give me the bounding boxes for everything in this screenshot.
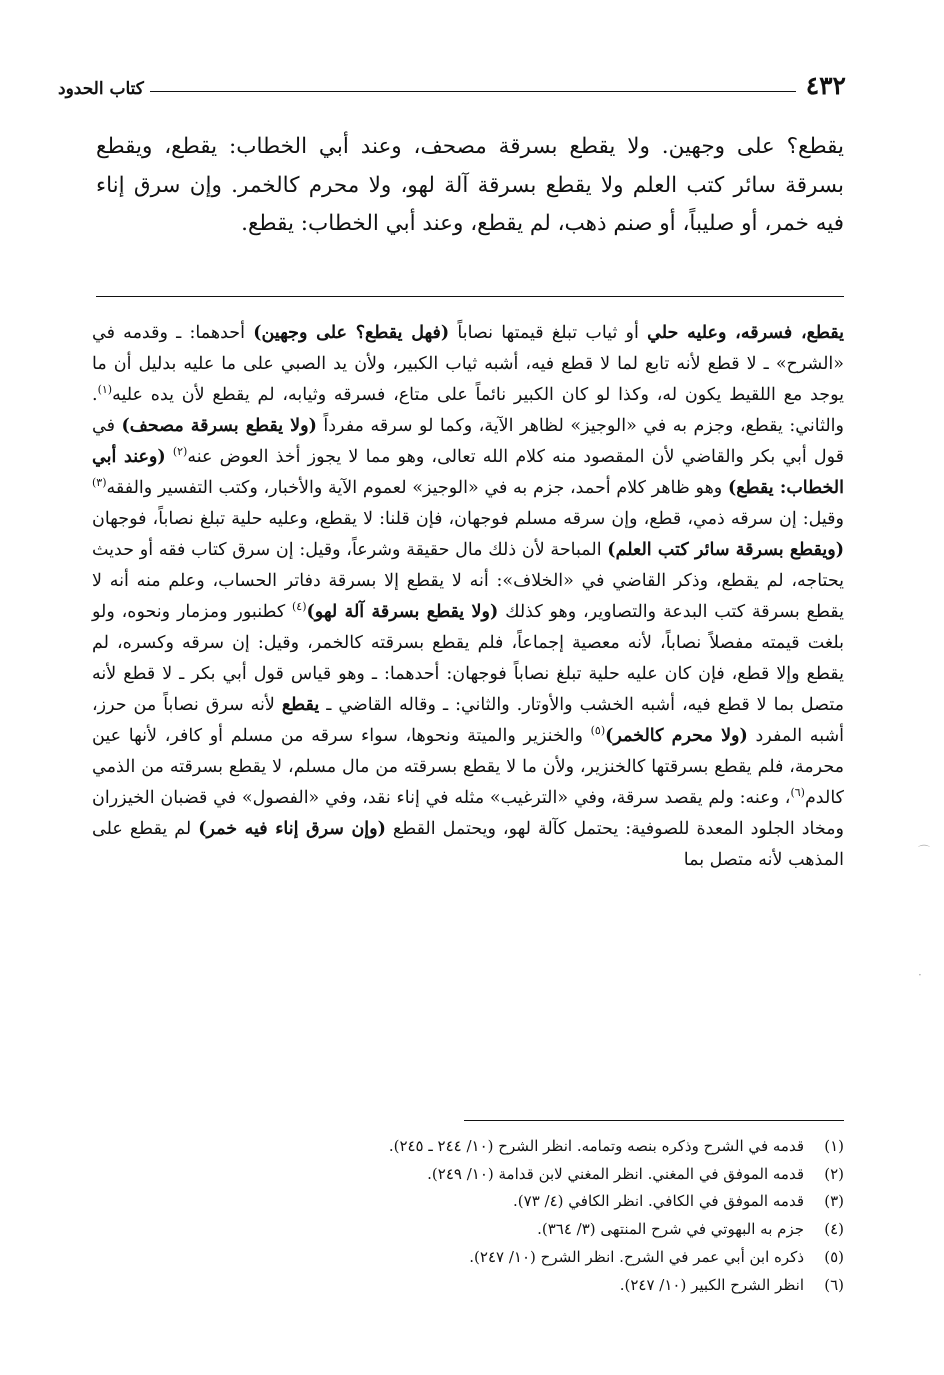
quoted-matn: يقطع، فسرقه، وعليه حلي <box>647 323 845 343</box>
quoted-matn: (ولا يقطع بسرقة آلة لهو) <box>306 602 499 622</box>
quoted-matn: يقطع <box>281 695 320 715</box>
footnote-divider <box>464 1120 844 1121</box>
commentary-text: وهو ظاهر كلام أحمد، جزم به في «الوجيز» لعموم الآية والأخبار، وكتب التفسير والفقه <box>106 478 728 498</box>
footnote-number: (٣) <box>824 1192 844 1211</box>
quoted-matn: (ويقطع بسرقة سائر كتب العلم) <box>607 540 844 560</box>
main-text <box>96 128 844 244</box>
commentary-text: أو ثياب تبلغ قيمتها نصاباً <box>449 323 648 343</box>
commentary-paragraph <box>92 318 844 876</box>
footnote-ref[interactable]: (٦) <box>790 786 805 800</box>
running-header <box>58 58 846 98</box>
commentary-text: المباحة لأن ذلك مال حقيقة وشرعاً، وقيل: إن سرق كتاب فقه أو حديث يحتاجه، لم يقطع، وذكر القاضي في «الخلاف»: أنه لا يقطع إلا بسرقة دفاتر الحساب، وعلم منه أنه لا يقطع بسرقة كتب البدعة والتصاوير، وهو كذلك <box>92 540 844 622</box>
footnote <box>120 1244 844 1272</box>
page-number: ٤٣٢ <box>805 71 846 100</box>
footnote <box>120 1188 844 1216</box>
footnote-text: قدمه في الشرح وذكره بنصه وتمامه. انظر الشرح (١٠/ ٢٤٤ ـ ٢٤٥). <box>388 1137 804 1155</box>
footnote-text: جزم به البهوتي في شرح المنتهى (٣/ ٣٦٤). <box>537 1220 804 1239</box>
commentary-text <box>166 447 173 467</box>
footnote-ref[interactable]: (٤) <box>292 600 307 614</box>
quoted-matn: (وعند أبي الخطاب: يقطع) <box>92 447 844 498</box>
footnote-number: (٤) <box>824 1220 844 1239</box>
commentary-text: لأنه سرق نصاباً من حرز، أشبه المفرد <box>92 695 844 746</box>
footnote-ref[interactable]: (٣) <box>92 476 107 490</box>
quoted-matn: (وإن سرق إناء فيه خمر) <box>198 819 386 839</box>
footnote-ref[interactable]: (٢) <box>172 445 188 459</box>
commentary-text: كطنبور ومزمار ونحوه، ولو بلغت قيمته مفصلاً نصاباً، لأنه معصية إجماعاً، فلم يقطع بسرقته كالخمر، وقيل: إن سرقه وكسره، لم يقطع وإلا قطع، فإن كان عليه حلية تبلغ نصاباً فوجهان: أحدهما: ـ وهو قياس قول أبي بكر ـ لا قطع لأنه متصل بما لا قطع فيه، أشبه الخشب والأوتار. والثاني: ـ وقاله القاضي ـ <box>92 602 845 715</box>
commentary <box>92 318 844 876</box>
footnote <box>120 1133 844 1161</box>
footnote-text: قدمه الموفق في الكافي. انظر الكافي (٤/ ٧٣). <box>513 1192 804 1211</box>
main-text-paragraph: يقطع؟ على وجهين. ولا يقطع بسرقة مصحف، وعند أبي الخطاب: يقطع، ويقطع بسرقة سائر كتب العلم ولا يقطع بسرقة آلة لهو، ولا محرم كالخمر. وإن سرق إناء فيه خمر، أو صليباً، أو صنم ذهب، لم يقطع، وعند أبي الخطاب: يقطع. <box>96 134 844 236</box>
footnote-number: (٢) <box>824 1164 844 1183</box>
commentary-text: ، وعنه: ولم يقصد سرقة، وفي «الترغيب» مثله في إناء نقد، وفي «الفصول» في قضبان الخيزران ومخاد الجلود المعدة للصوفية: يحتمل كآلة لهو، ويحتمل القطع <box>92 788 844 839</box>
commentary-text: . والثاني: يقطع، وجزم به في «الوجيز» لظاهر الآية، وكما لو سرقه مفرداً <box>92 385 844 436</box>
commentary-text: في قول أبي بكر والقاضي لأن المقصود منه كلام الله تعالى، وهو مما لا يجوز أخذ العوض عنه <box>92 416 844 467</box>
commentary-text: أحدهما: ـ وقدمه في «الشرح» ـ لا قطع لأنه تابع لما لا قطع فيه، أشبه ثياب الكبير، ولأن يد الصبي على ما عليه بدليل أن ما يوجد مع اللقيط يكون له، وكذا لو كان الكبير نائماً على متاع، فسرقه وثيابه، لم يقطع لأن يده عليه <box>92 323 844 405</box>
footnotes <box>120 1133 844 1299</box>
text-commentary-divider <box>96 296 844 297</box>
footnote <box>120 1216 844 1244</box>
scan-mark: ⌒ <box>918 844 931 858</box>
footnote-text: قدمه الموفق في المغني. انظر المغني لابن قدامة (١٠/ ٢٤٩). <box>427 1164 804 1183</box>
commentary-text: لم يقطع على المذهب لأنه متصل بما <box>92 819 844 870</box>
footnote-text: انظر الشرح الكبير (١٠/ ٢٤٧). <box>619 1275 804 1294</box>
book-title: كتاب الحدود <box>58 79 144 99</box>
commentary-text: والخنزير والميتة ونحوها، سواء سرقه من مسلم أو كافر، لأنها عين محرمة، فلم يقطع بسرقتها كالخنزير، ولأن ما لا يقطع بسرقته من مال مسلم، لا يقطع بسرقته من الذمي كالدم <box>92 726 844 808</box>
footnote-ref[interactable]: (٥) <box>590 724 606 738</box>
footnote-number: (٦) <box>824 1275 844 1294</box>
footnote-number: (٥) <box>824 1247 844 1266</box>
footnote-ref[interactable]: (١) <box>97 383 113 397</box>
quoted-matn: (ولا محرم كالخمر) <box>605 726 748 746</box>
footnote <box>120 1272 844 1300</box>
footnote-text: ذكره ابن أبي عمر في الشرح. انظر الشرح (١٠/ ٢٤٧). <box>469 1247 804 1266</box>
header-rule <box>150 91 796 92</box>
footnote-number: (١) <box>824 1137 844 1155</box>
commentary-text: وقيل: إن سرقه ذمي، قطع، وإن سرقه مسلم فوجهان، فإن قلنا: لا يقطع، وعليه حلية تبلغ نصاباً، فوجهان <box>92 509 844 529</box>
footnote <box>120 1161 844 1189</box>
quoted-matn: (فهل يقطع؟ على وجهين) <box>253 323 450 343</box>
scan-mark: · <box>918 968 922 982</box>
quoted-matn: (ولا يقطع بسرقة مصحف) <box>121 416 317 436</box>
